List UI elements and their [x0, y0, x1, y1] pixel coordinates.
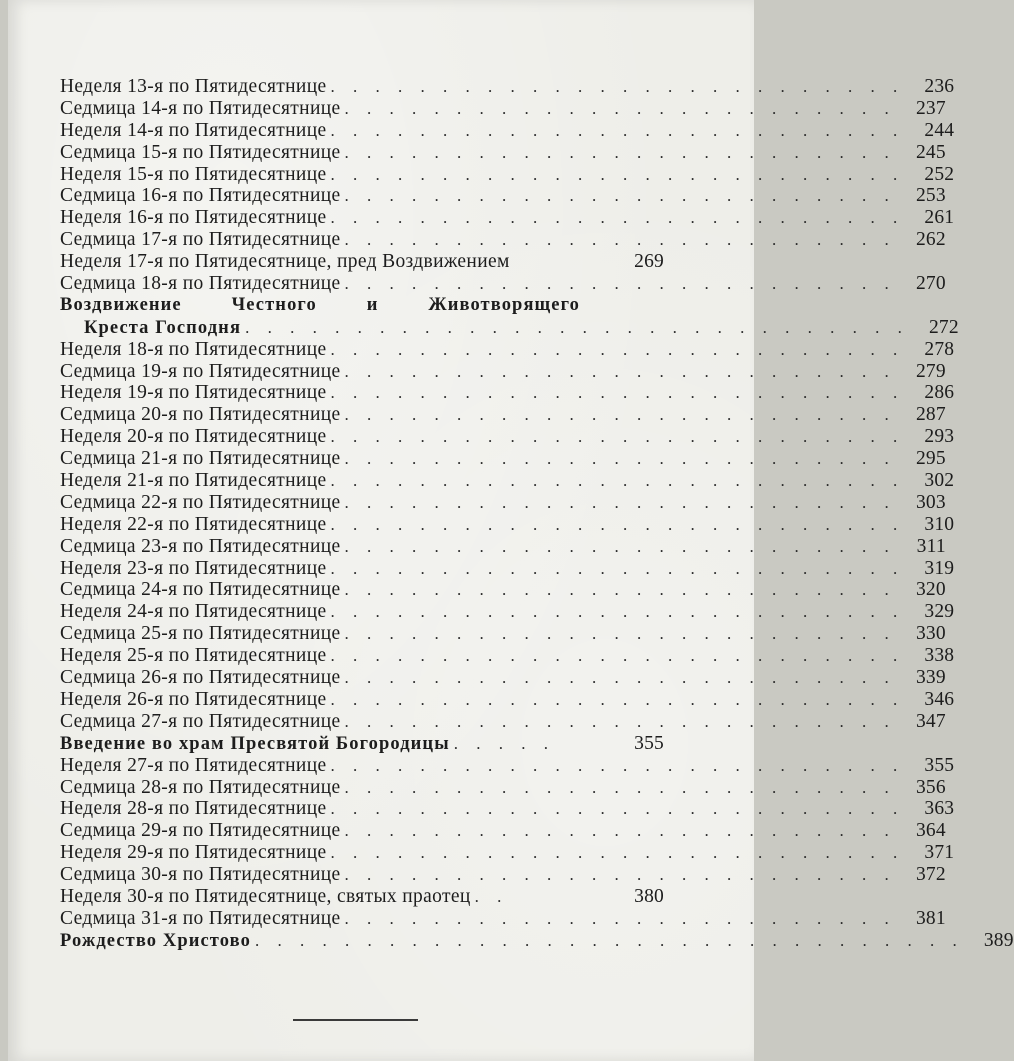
- toc-entry-title: Седмица 20-я по Пятидесятнице: [60, 404, 341, 426]
- toc-page-number: 244: [924, 119, 955, 141]
- toc-feast-entry: [60, 316, 959, 339]
- toc-feast-title-line2: Креста Господня: [84, 317, 242, 338]
- toc-entry: [60, 470, 955, 492]
- toc-page-number: 278: [924, 338, 955, 360]
- toc-leader-dots: . . . . . . . . . . . . . . . . . . . . . . . . .: [344, 711, 896, 731]
- toc-leader-dots: . . . . . . . . . . . . . . . . . . . . . . . . .: [344, 230, 896, 250]
- toc-page-number: 347: [915, 710, 946, 732]
- toc-entry: [60, 338, 955, 361]
- toc-entry: [60, 754, 955, 777]
- toc-entry-title: Седмица 25-я по Пятидесятнице: [60, 623, 341, 645]
- toc-entry: [60, 601, 955, 623]
- toc-page-number: 319: [924, 557, 955, 579]
- toc-page-number: 272: [928, 316, 959, 338]
- toc-leader-dots: . . . . . . . . . . . . . . . . . . . . . . . . .: [344, 449, 896, 469]
- toc-page-number: 293: [924, 426, 955, 448]
- toc-entry-title: Седмица 27-я по Пятидесятнице: [60, 710, 341, 732]
- toc-entry-title: Седмица 18-я по Пятидесятнице: [60, 273, 341, 295]
- toc-entry-title: Седмица 26-я по Пятидесятнице: [60, 667, 341, 689]
- toc-entry-title: Неделя 17-я по Пятидесятнице, пред Воздвижением: [60, 251, 510, 273]
- toc-page-number: 320: [915, 579, 946, 601]
- toc-leader-dots: . . . . . . . . . . . . . . . . . . . . . . . . . .: [330, 799, 905, 819]
- toc-entry: [60, 185, 946, 207]
- toc-entry: [60, 229, 946, 251]
- toc-page-number: 339: [915, 667, 946, 689]
- toc-entry-title: Седмица 24-я по Пятидесятнице: [60, 579, 341, 601]
- toc-leader-dots: . . . . . . . . . . . . . . . . . . . . . . . . . .: [330, 602, 905, 622]
- toc-page-number: 303: [915, 491, 946, 513]
- toc-entry: [60, 688, 955, 711]
- toc-leader-dots: . . . . . . . . . . . . . . . . . . . . . . . . . . . . . . . .: [254, 930, 964, 950]
- toc-page-number: 338: [924, 645, 955, 667]
- toc-page-number: 252: [924, 163, 955, 185]
- toc-leader-dots: . . . . . . . . . . . . . . . . . . . . . . . . .: [344, 98, 896, 118]
- toc-entry-title: Неделя 13-я по Пятидесятнице: [60, 76, 327, 97]
- toc-entry: [60, 97, 946, 120]
- toc-entry-title: Неделя 19-я по Пятидесятнице: [60, 382, 327, 404]
- toc-page-number: 355: [634, 732, 664, 754]
- toc-leader-dots: . . . . . . . . . . . . . . . . . . . . . . . . .: [344, 536, 896, 556]
- toc-leader-dots: . . . . . . . . . . . . . . . . . . . . . . . . . . . . . .: [245, 317, 909, 337]
- toc-entry-title: Неделя 18-я по Пятидесятнице: [60, 338, 327, 360]
- toc-page-number: 237: [915, 97, 946, 119]
- toc-entry: [60, 623, 946, 645]
- toc-entry-title: Неделя 25-я по Пятидесятнице: [60, 645, 327, 667]
- toc-entry: [60, 76, 955, 98]
- toc-entry: [60, 426, 955, 448]
- toc-entry-title: Седмица 14-я по Пятидесятнице: [60, 97, 341, 119]
- toc-page-number: 380: [634, 885, 664, 907]
- toc-feast-word: Животворящего: [428, 294, 580, 315]
- toc-entry-title: Неделя 30-я по Пятидесятнице, святых праотец: [60, 885, 471, 907]
- toc-entry-title: Седмица 28-я по Пятидесятнице: [60, 776, 341, 798]
- toc-entry-title: Неделя 28-я по Пятидесятнице: [60, 798, 327, 820]
- toc-entry: [60, 776, 946, 799]
- toc-page-number: 270: [915, 273, 946, 295]
- toc-feast-entry: [60, 929, 1014, 952]
- toc-leader-dots: . . . . . . . . . . . . . . . . . . . . . . . . .: [344, 492, 896, 512]
- toc-entry: [60, 842, 955, 864]
- toc-leader-dots: . . . . . . . . . . . . . . . . . . . . . . . . . .: [330, 843, 905, 863]
- toc-leader-dots: . . . . . . . . . . . . . . . . . . . . . . . . .: [344, 274, 896, 294]
- toc-entry-title: Неделя 27-я по Пятидесятнице: [60, 754, 327, 776]
- toc-feast-word: Честного: [231, 294, 317, 315]
- toc-page-number: 356: [915, 776, 946, 798]
- toc-entry-title: Седмица 31-я по Пятидесятнице: [60, 907, 341, 929]
- toc-entry-title: Неделя 20-я по Пятидесятнице: [60, 426, 327, 448]
- toc-page-number: 329: [924, 601, 955, 623]
- toc-page-number: 245: [915, 141, 946, 163]
- toc-feast-title-line1: [60, 295, 580, 317]
- toc-feast-title: Рождество Христово: [60, 930, 251, 951]
- toc-leader-dots: . . . . .: [453, 733, 555, 753]
- toc-entry: [60, 557, 955, 580]
- toc-entry: [60, 907, 946, 930]
- toc-entry-title: Седмица 21-я по Пятидесятнице: [60, 448, 341, 470]
- toc-entry: [60, 251, 664, 273]
- toc-entry: [60, 864, 946, 886]
- toc-leader-dots: . . . . . . . . . . . . . . . . . . . . . . . . .: [344, 821, 896, 841]
- toc-leader-dots: . . . . . . . . . . . . . . . . . . . . . . . . . .: [330, 689, 905, 709]
- toc-leader-dots: . . . . . . . . . . . . . . . . . . . . . . . . .: [344, 361, 896, 381]
- toc-leader-dots: . . . . . . . . . . . . . . . . . . . . . . . . .: [344, 186, 896, 206]
- toc-entry-title: Неделя 23-я по Пятидесятнице: [60, 557, 327, 579]
- toc-entry-title: Седмица 22-я по Пятидесятнице: [60, 491, 341, 513]
- toc-page-number: 330: [915, 623, 946, 645]
- toc-leader-dots: . . . . . . . . . . . . . . . . . . . . . . . . .: [344, 908, 896, 928]
- toc-entry-title: Седмица 16-я по Пятидесятнице: [60, 185, 341, 207]
- toc-entry-title: Седмица 15-я по Пятидесятнице: [60, 141, 341, 163]
- toc-leader-dots: . . . . . . . . . . . . . . . . . . . . . . . . . .: [330, 427, 905, 447]
- toc-leader-dots: . . . . . . . . . . . . . . . . . . . . . . . . . .: [330, 164, 905, 184]
- toc-leader-dots: . . . . . . . . . . . . . . . . . . . . . . . . . .: [330, 514, 905, 534]
- toc-page-number: 381: [915, 907, 946, 929]
- toc-leader-dots: . . . . . . . . . . . . . . . . . . . . . . . . .: [344, 777, 896, 797]
- toc-entry: [60, 207, 955, 229]
- toc-leader-dots: . . . . . . . . . . . . . . . . . . . . . . . . .: [344, 865, 896, 885]
- toc-entry: [60, 273, 946, 295]
- toc-leader-dots: . . . . . . . . . . . . . . . . . . . . . . . . .: [344, 580, 896, 600]
- toc-entry: [60, 163, 955, 186]
- toc-entry-title: Неделя 24-я по Пятидесятнице: [60, 601, 327, 623]
- toc-page-number: 295: [915, 448, 946, 470]
- toc-page-number: 269: [634, 251, 664, 273]
- toc-entry: [60, 535, 946, 558]
- toc-page-number: 363: [924, 798, 955, 820]
- toc-page-number: 311: [916, 535, 946, 557]
- toc-leader-dots: . . . . . . . . . . . . . . . . . . . . . . . . . .: [330, 646, 905, 666]
- toc-leader-dots: . . . . . . . . . . . . . . . . . . . . . . . . . .: [330, 208, 905, 228]
- toc-entry: [60, 513, 955, 536]
- table-of-contents: [60, 76, 1014, 952]
- toc-entry: [60, 382, 955, 404]
- toc-entry: [60, 448, 946, 470]
- toc-page-number: 310: [924, 513, 955, 535]
- bottom-rule-divider: [293, 1019, 418, 1021]
- toc-page-number: 287: [915, 404, 946, 426]
- toc-leader-dots: . . . . . . . . . . . . . . . . . . . . . . . . .: [344, 668, 896, 688]
- toc-entry: [60, 404, 946, 426]
- toc-page-number: 261: [924, 207, 955, 229]
- toc-feast-entry: [60, 733, 664, 755]
- toc-entry-title: Неделя 22-я по Пятидесятнице: [60, 513, 327, 535]
- toc-page-number: 286: [924, 382, 955, 404]
- toc-leader-dots: . . . . . . . . . . . . . . . . . . . . . . . . . .: [330, 755, 905, 775]
- toc-feast-title: Введение во храм Пресвятой Богородицы: [60, 733, 450, 754]
- toc-entry-title: Седмица 23-я по Пятидесятнице: [60, 535, 341, 557]
- toc-entry: [60, 710, 946, 733]
- toc-entry-title: Седмица 17-я по Пятидесятнице: [60, 229, 341, 251]
- toc-entry: [60, 360, 946, 383]
- toc-entry-title: Неделя 26-я по Пятидесятнице: [60, 688, 327, 710]
- toc-page-number: 355: [924, 754, 955, 776]
- toc-page-number: 279: [915, 360, 946, 382]
- toc-entry-title: Седмица 19-я по Пятидесятнице: [60, 360, 341, 382]
- toc-page-number: 262: [915, 229, 946, 251]
- toc-page-number: 346: [924, 688, 955, 710]
- toc-page-number: 236: [924, 76, 955, 97]
- toc-entry-title: Седмица 30-я по Пятидесятнице: [60, 864, 341, 886]
- toc-leader-dots: . . . . . . . . . . . . . . . . . . . . . . . . .: [344, 405, 896, 425]
- toc-entry: [60, 798, 955, 820]
- toc-page-number: 372: [915, 864, 946, 886]
- toc-entry: [60, 141, 946, 164]
- toc-leader-dots: . . . . . . . . . . . . . . . . . . . . . . . . .: [344, 142, 896, 162]
- book-page: [8, 0, 1014, 1061]
- toc-page-number: 364: [915, 820, 946, 842]
- toc-entry: [60, 820, 946, 842]
- toc-feast-word: Воздвижение: [60, 294, 182, 315]
- toc-leader-dots: . . . . . . . . . . . . . . . . . . . . . . . . .: [344, 624, 896, 644]
- toc-entry-title: Седмица 29-я по Пятидесятнице: [60, 820, 341, 842]
- toc-entry-title: Неделя 15-я по Пятидесятнице: [60, 163, 327, 185]
- toc-page-number: 253: [915, 185, 946, 207]
- toc-leader-dots: . . . . . . . . . . . . . . . . . . . . . . . . . .: [330, 120, 905, 140]
- toc-page-number: 302: [924, 470, 955, 492]
- toc-leader-dots: . . . . . . . . . . . . . . . . . . . . . . . . . .: [330, 339, 905, 359]
- toc-entry: [60, 119, 955, 142]
- toc-leader-dots: . . . . . . . . . . . . . . . . . . . . . . . . . .: [330, 471, 905, 491]
- toc-entry: [60, 491, 946, 514]
- toc-entry-title: Неделя 21-я по Пятидесятнице: [60, 470, 327, 492]
- toc-entry: [60, 886, 664, 908]
- toc-entry: [60, 579, 946, 601]
- toc-page-number: 371: [924, 842, 955, 864]
- toc-entry: [60, 667, 946, 689]
- toc-leader-dots: . . . . . . . . . . . . . . . . . . . . . . . . . .: [330, 383, 905, 403]
- toc-entry: [60, 645, 955, 667]
- toc-feast-heading: [60, 295, 664, 317]
- toc-entry-title: Неделя 29-я по Пятидесятнице: [60, 842, 327, 864]
- toc-feast-word: и: [366, 294, 379, 315]
- toc-entry-title: Неделя 16-я по Пятидесятнице: [60, 207, 327, 229]
- toc-leader-dots: . .: [474, 886, 509, 906]
- toc-entry-title: Неделя 14-я по Пятидесятнице: [60, 119, 327, 141]
- toc-leader-dots: . . . . . . . . . . . . . . . . . . . . . . . . . .: [330, 558, 905, 578]
- toc-page-number: 389: [983, 929, 1014, 951]
- toc-leader-dots: . . . . . . . . . . . . . . . . . . . . . . . . . .: [330, 77, 905, 96]
